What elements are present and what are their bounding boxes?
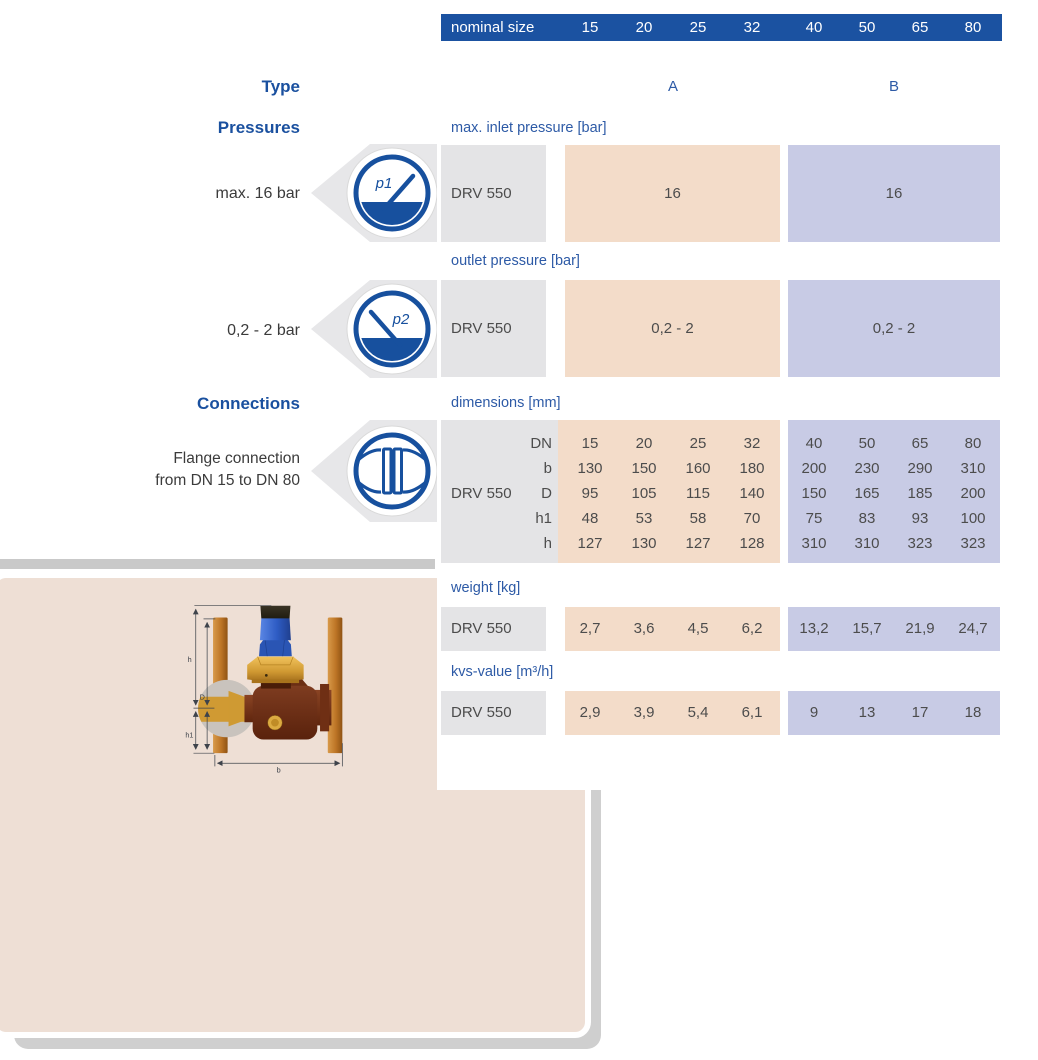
table-cell: 4,5 <box>687 620 709 637</box>
table-cell: 185 <box>907 485 933 502</box>
table-cell: 53 <box>635 510 653 527</box>
table-row <box>441 531 1002 556</box>
size-column-header: 50 <box>858 19 876 36</box>
model-label: DRV 550 <box>451 620 512 637</box>
table-cell: 130 <box>577 460 603 477</box>
table-cell: 230 <box>854 460 880 477</box>
model-label: DRV 550 <box>451 185 512 202</box>
table-cell: 3,9 <box>633 704 655 721</box>
table-row <box>441 456 1002 481</box>
table-cell: 5,4 <box>687 704 709 721</box>
row-label: h <box>543 535 552 552</box>
table-cell: 100 <box>960 510 986 527</box>
gauge-p2-text: p2 <box>392 311 410 328</box>
dim-label-h: h <box>187 655 192 665</box>
nominal-size-label: nominal size <box>451 19 535 36</box>
table-cell: 128 <box>739 535 765 552</box>
model-label: DRV 550 <box>451 320 512 337</box>
kvs-table <box>0 691 1038 735</box>
weight-table <box>0 607 1038 651</box>
outlet-value-label: 0,2 - 2 bar <box>227 322 300 339</box>
outlet-value-a: 0,2 - 2 <box>651 320 694 337</box>
table-cell: 6,2 <box>741 620 763 637</box>
table-cell: 105 <box>631 485 657 502</box>
table-cell: 15 <box>581 435 599 452</box>
table-cell: 40 <box>805 435 823 452</box>
dimensions-section-label: dimensions [mm] <box>451 395 561 411</box>
table-cell: 18 <box>964 704 982 721</box>
dimensions-table <box>0 420 1038 563</box>
connection-description-line1: Flange connection <box>173 450 300 467</box>
table-cell: 17 <box>911 704 929 721</box>
table-cell: 93 <box>911 510 929 527</box>
size-column-header: 20 <box>635 19 653 36</box>
table-cell: 48 <box>581 510 599 527</box>
row-label: DN <box>530 435 552 452</box>
table-cell: 24,7 <box>958 620 988 637</box>
type-a-label: A <box>667 78 678 95</box>
inlet-pressure-table <box>0 145 1038 242</box>
dim-label-b: b <box>276 765 281 775</box>
table-cell: 21,9 <box>905 620 935 637</box>
table-cell: 6,1 <box>741 704 763 721</box>
table-cell: 13,2 <box>799 620 829 637</box>
nominal-size-header-row <box>0 14 1038 41</box>
table-cell: 83 <box>858 510 876 527</box>
size-column-header: 80 <box>964 19 982 36</box>
table-cell: 58 <box>689 510 707 527</box>
table-cell: 130 <box>631 535 657 552</box>
table-cell: 75 <box>805 510 823 527</box>
inlet-value-a: 16 <box>664 185 681 202</box>
dim-label-D: D <box>199 692 205 702</box>
size-column-header: 15 <box>581 19 599 36</box>
inlet-section-label: max. inlet pressure [bar] <box>451 120 607 136</box>
type-b-label: B <box>888 78 899 95</box>
table-row <box>441 506 1002 531</box>
table-cell: 150 <box>801 485 827 502</box>
outlet-value-b: 0,2 - 2 <box>872 320 916 337</box>
table-cell: 65 <box>911 435 929 452</box>
inlet-value-b: 16 <box>885 185 903 202</box>
table-cell: 160 <box>685 460 711 477</box>
row-label: D <box>541 485 552 502</box>
table-cell: 95 <box>581 485 599 502</box>
type-heading: Type <box>261 77 300 96</box>
model-label: DRV 550 <box>451 704 512 721</box>
outlet-section-label: outlet pressure [bar] <box>451 253 580 269</box>
model-label: DRV 550 <box>451 485 512 502</box>
pressures-heading: Pressures <box>217 118 300 137</box>
table-cell: 2,9 <box>579 704 601 721</box>
inlet-value-label: max. 16 bar <box>215 185 300 202</box>
outlet-pressure-table <box>0 280 1038 377</box>
row-label: h1 <box>535 510 552 527</box>
table-cell: 70 <box>743 510 761 527</box>
table-cell: 200 <box>801 460 827 477</box>
table-cell: 2,7 <box>579 620 601 637</box>
gauge-p1-text: p1 <box>375 175 393 192</box>
weight-section-label: weight [kg] <box>451 580 521 596</box>
table-cell: 310 <box>960 460 986 477</box>
size-column-header: 65 <box>911 19 929 36</box>
table-cell: 323 <box>907 535 933 552</box>
table-cell: 115 <box>686 485 710 502</box>
connections-heading: Connections <box>197 394 300 413</box>
size-column-header: 32 <box>743 19 761 36</box>
table-row <box>441 481 1002 506</box>
table-cell: 200 <box>960 485 986 502</box>
table-cell: 140 <box>739 485 765 502</box>
table-cell: 310 <box>801 535 827 552</box>
table-cell: 13 <box>858 704 876 721</box>
table-cell: 150 <box>631 460 657 477</box>
table-cell: 127 <box>685 535 711 552</box>
table-cell: 323 <box>960 535 986 552</box>
table-cell: 9 <box>809 704 819 721</box>
table-cell: 165 <box>854 485 880 502</box>
table-cell: 310 <box>854 535 880 552</box>
table-cell: 32 <box>743 435 761 452</box>
table-cell: 50 <box>858 435 876 452</box>
kvs-section-label: kvs-value [m³/h] <box>451 664 554 680</box>
table-row <box>441 431 1002 456</box>
size-column-header: 25 <box>689 19 707 36</box>
table-cell: 80 <box>964 435 982 452</box>
table-cell: 290 <box>907 460 933 477</box>
table-cell: 25 <box>689 435 707 452</box>
size-column-header: 40 <box>805 19 823 36</box>
table-cell: 3,6 <box>633 620 655 637</box>
table-cell: 180 <box>739 460 765 477</box>
row-label: b <box>543 460 552 477</box>
table-cell: 20 <box>635 435 653 452</box>
connection-description-line2: from DN 15 to DN 80 <box>155 472 300 489</box>
table-cell: 15,7 <box>852 620 882 637</box>
dim-label-h1: h1 <box>185 730 194 740</box>
table-cell: 127 <box>577 535 603 552</box>
